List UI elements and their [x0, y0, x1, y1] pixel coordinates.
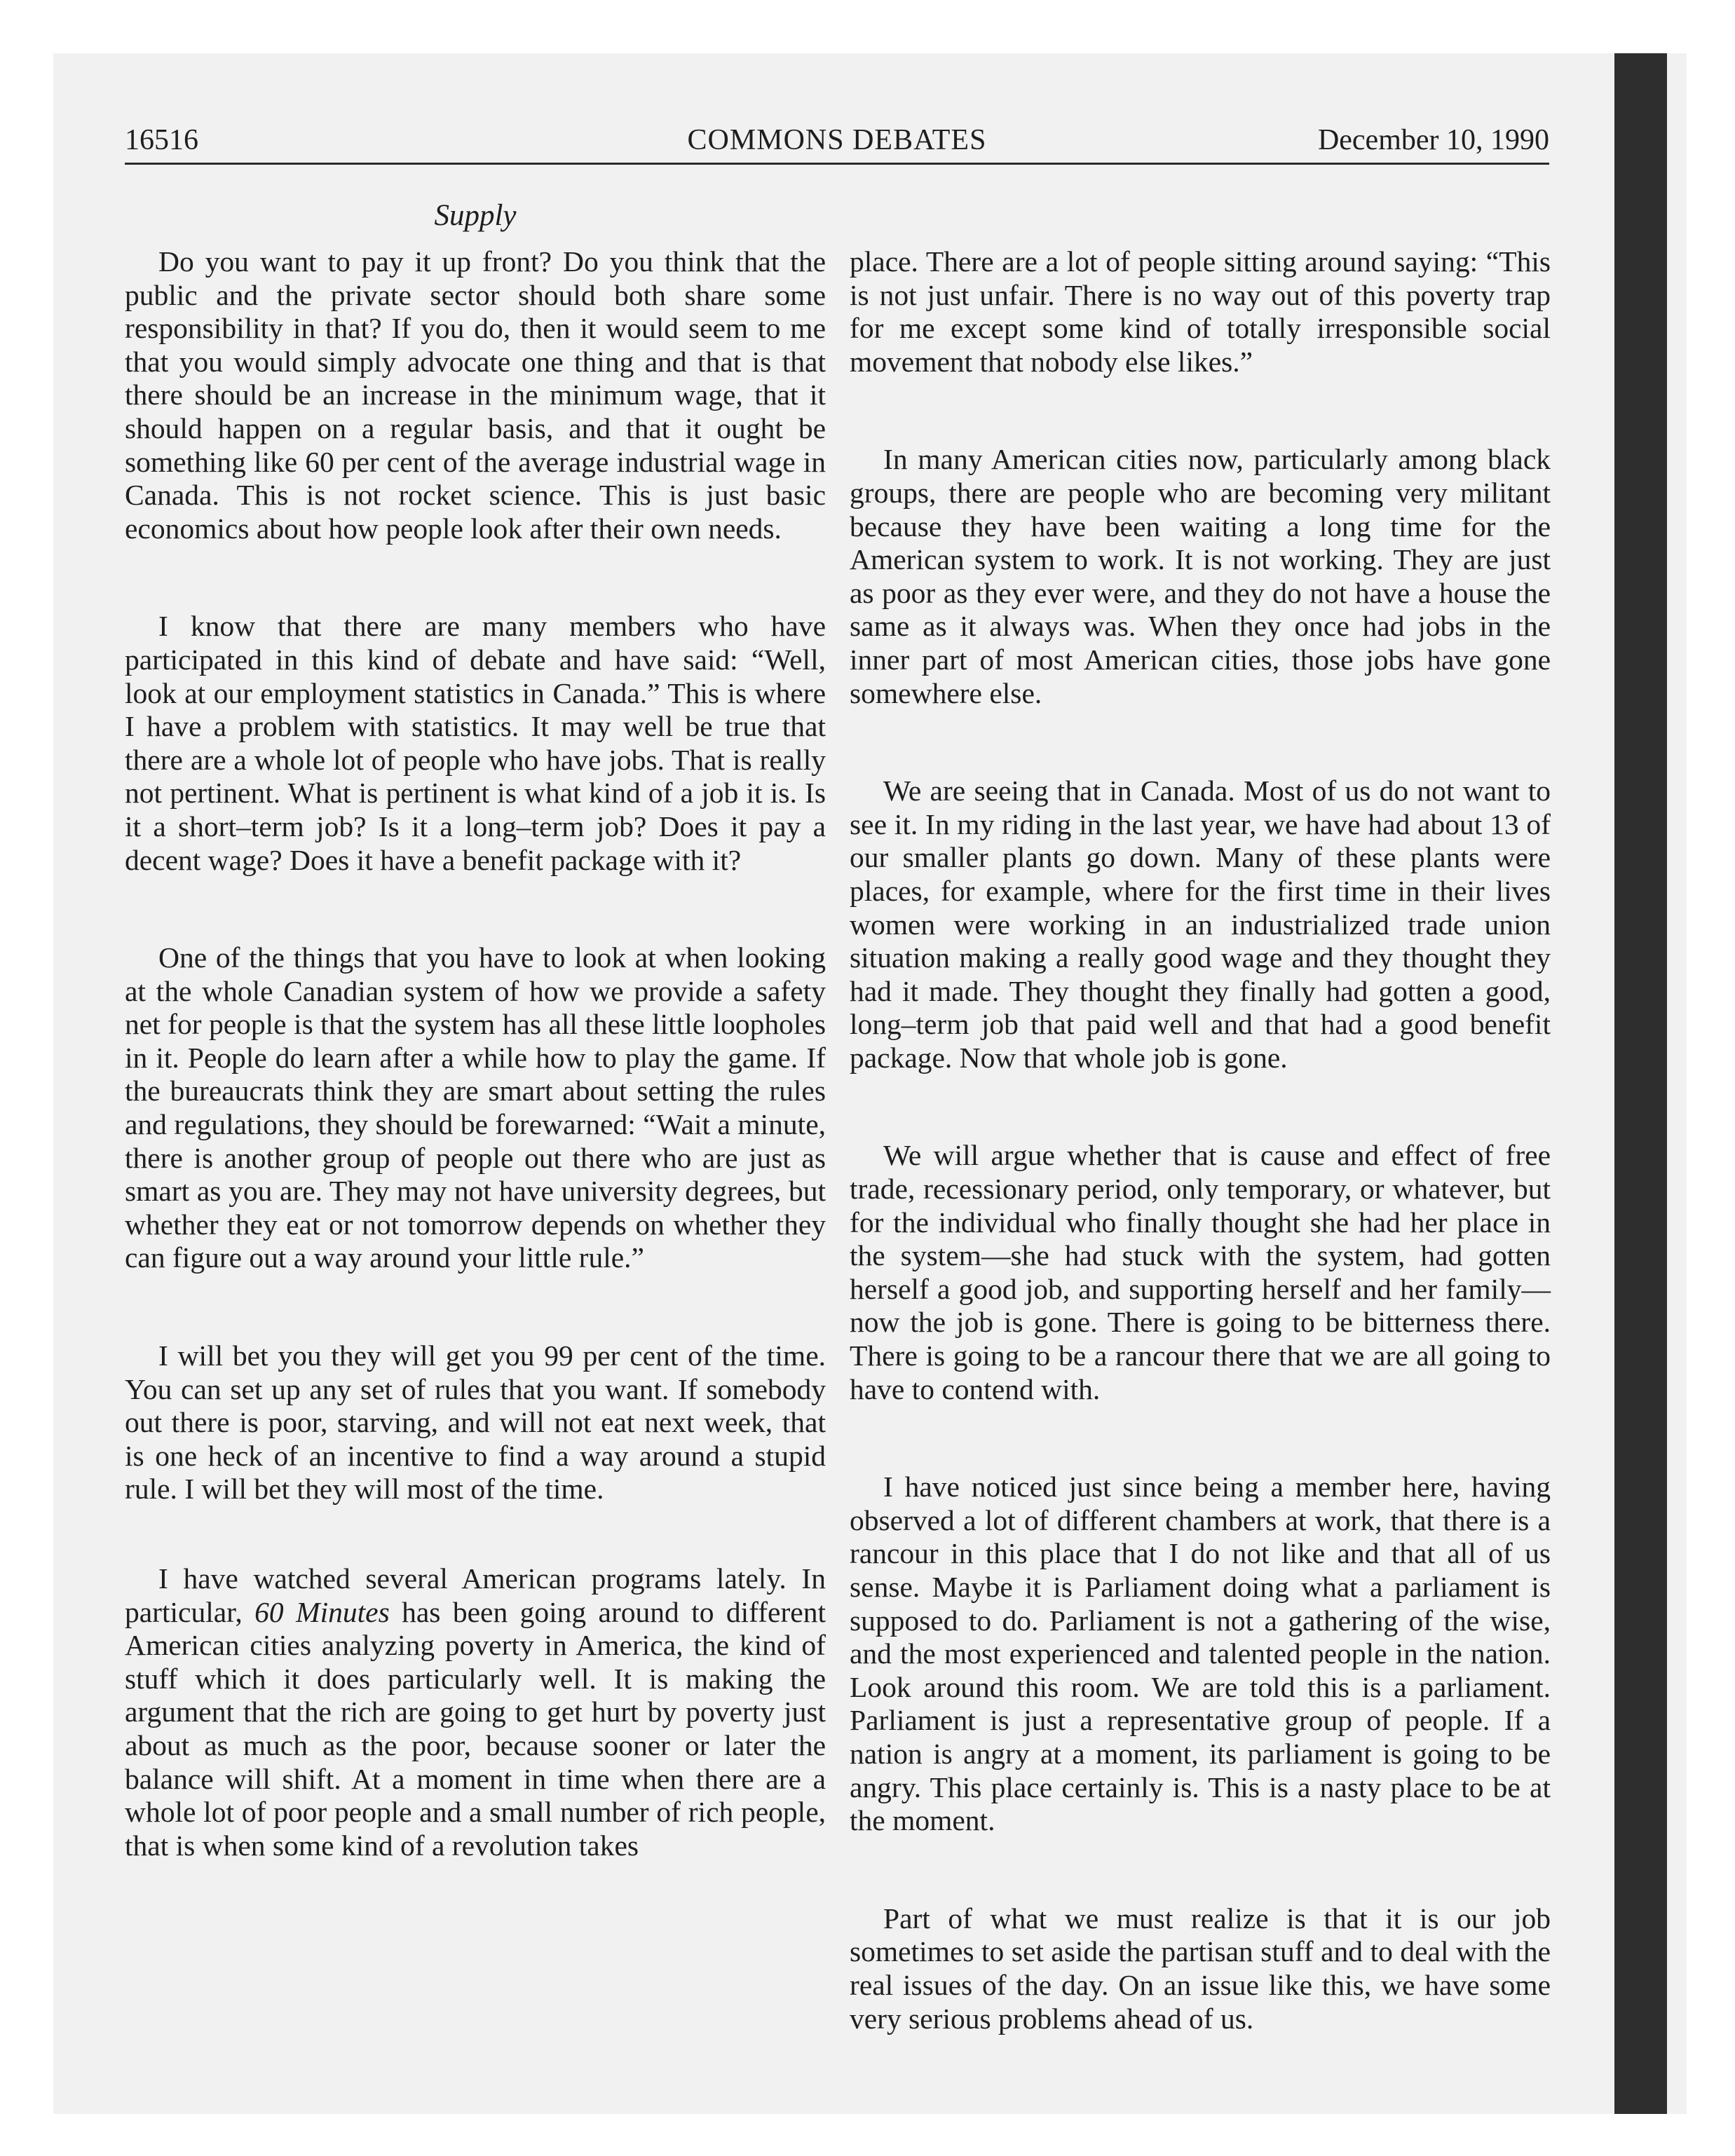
paragraph: One of the things that you have to look at when looking at the whole Canadian system of how we provide a safety net for people is that the system has all these little loopholes in it. People do learn after a while how to play the game. If the bureaucrats think they are smart about setting the rules and regulations, they should be forewarned: “Wait a minute, there is another group of people out there who are just as smart as you are. They may not have university degrees, but whether they eat or not tomorrow depends on whether they can figure out a way around your little rule.”	[125, 941, 826, 1274]
paragraph: We will argue whether that is cause and effect of free trade, recessionary period, only temporary, or whatever, but for the individual who finally thought she had her place in the system—she had stuck with the system, had gotten herself a good job, and supporting herself and her family—now the job is gone. There is going to be bitterness there. There is going to be a rancour there that we are all going to have to contend with.	[850, 1139, 1551, 1405]
section-title: Supply	[434, 199, 517, 232]
paragraph-text-after: has been going around to different American cities analyzing poverty in America, the kind of stuff which it does particularly well. It is making the argument that the rich are going to get hurt by poverty just about as much as the poor, because sooner or later the balance will shift. At a moment in time when there are a whole lot of poor people and a small number of rich people, that is when some kind of a revolution takes	[125, 1595, 826, 1862]
page-number: 16516	[125, 124, 198, 156]
paragraph: We are seeing that in Canada. Most of us do not want to see it. In my riding in the last year, we have had about 13 of our smaller plants go down. Many of these plants were places, for example, where for the first time in their lives women were working in an industrialized trade union situation making a really good wage and they thought they had it made. They thought they finally had gotten a good, long–term job that paid well and that had a good benefit package. Now that whole job is gone.	[850, 775, 1551, 1074]
scan-dark-edge	[1614, 53, 1667, 2114]
paragraph: Part of what we must realize is that it is our job sometimes to set aside the partisan stuff and to deal with the real issues of the day. On an issue like this, we have some very serious problems ahead of us.	[850, 1902, 1551, 2035]
right-column	[850, 245, 1551, 2100]
paragraph: I know that there are many members who have participated in this kind of debate and have said: “Well, look at our employment statistics in Canada.” This is where I have a problem with statistics. It may well be true that there are a whole lot of people who have jobs. That is really not pertinent. What is pertinent is what kind of a job it is. Is it a short–term job? Is it a long–term job? Does it pay a decent wage? Does it have a benefit package with it?	[125, 610, 826, 876]
page-header	[125, 118, 1549, 165]
paragraph: I will bet you they will get you 99 per cent of the time. You can set up any set of rules that you want. If somebody out there is poor, starving, and will not eat next week, that is one heck of an incentive to find a way around a stupid rule. I will bet they will most of the time.	[125, 1339, 826, 1506]
paragraph-with-program-title	[125, 1562, 826, 1862]
left-column	[125, 245, 826, 1927]
header-date: December 10, 1990	[1317, 124, 1549, 156]
paragraph-continued: place. There are a lot of people sitting around saying: “This is not just unfair. There is no way out of this poverty trap for me except some kind of totally irresponsible social movement that nobody else likes.”	[850, 245, 1551, 378]
program-title: 60 Minutes	[254, 1595, 390, 1628]
running-title: COMMONS DEBATES	[687, 124, 987, 156]
paragraph: In many American cities now, particularly among black groups, there are people who are becoming very militant because they have been waiting a long time for the American system to work. It is not working. They are just as poor as they ever were, and they do not have a house the same as it always was. When they once had jobs in the inner part of most American cities, those jobs have gone somewhere else.	[850, 443, 1551, 709]
paragraph-text-before: I have watched several American programs lately. In particular,	[125, 1562, 826, 1628]
paragraph: Do you want to pay it up front? Do you think that the public and the private sector should both share some responsibility in that? If you do, then it would seem to me that you would simply advocate one thing and that is that there should be an increase in the minimum wage, that it should happen on a regular basis, and that it ought be something like 60 per cent of the average industrial wage in Canada. This is not rocket science. This is just basic economics about how people look after their own needs.	[125, 245, 826, 545]
paragraph: I have noticed just since being a member here, having observed a lot of different chambers at work, that there is a rancour in this place that I do not like and that all of us sense. Maybe it is Parliament doing what a parliament is supposed to do. Parliament is not a gathering of the wise, and the most experienced and talented people in the nation. Look around this room. We are told this is a parliament. Parliament is just a representative group of people. If a nation is angry at a moment, its parliament is going to be angry. This place certainly is. This is a nasty place to be at the moment.	[850, 1471, 1551, 1837]
